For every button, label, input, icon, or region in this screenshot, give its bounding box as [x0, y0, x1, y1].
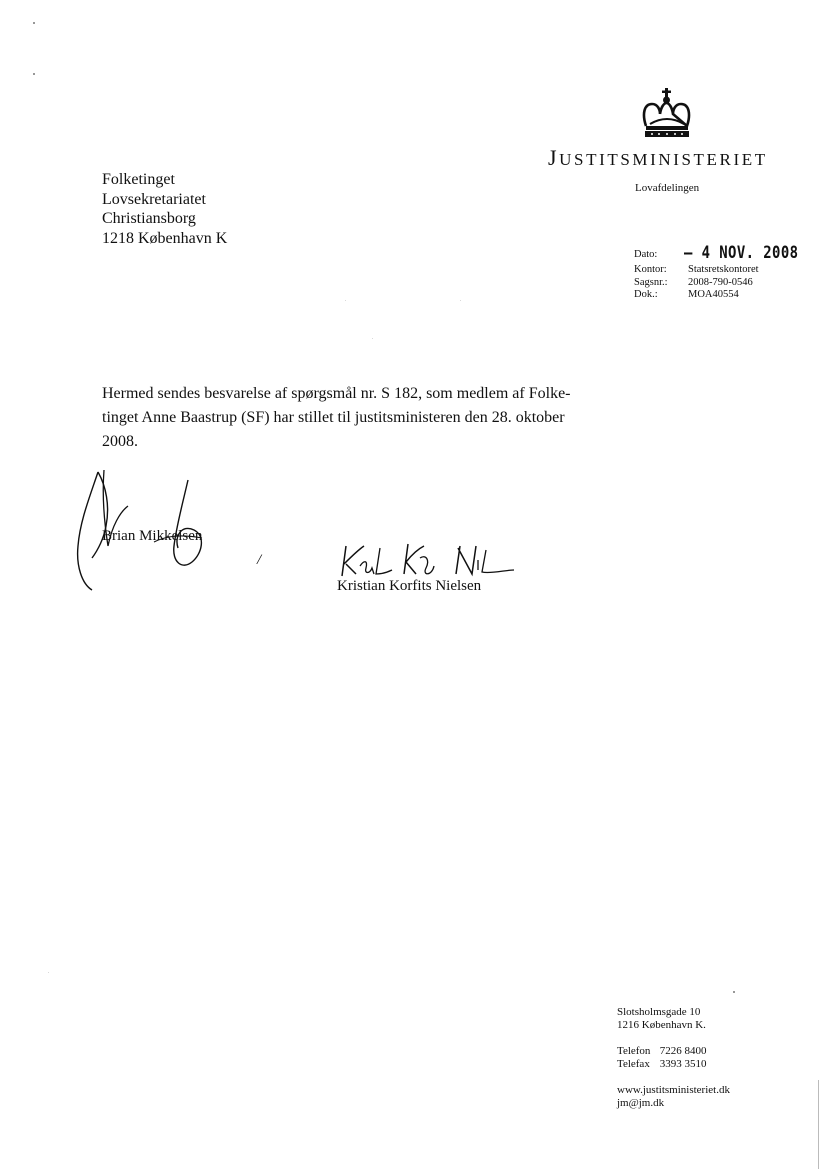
- scan-speck: [33, 73, 35, 75]
- document-id-label: Dok.:: [634, 289, 658, 300]
- scan-speck: [345, 300, 346, 301]
- signer-1-name: Brian Mikkelsen: [102, 528, 203, 544]
- signer-2-name: Kristian Korfits Nielsen: [337, 578, 482, 594]
- office-value: Statsretskontoret: [688, 264, 759, 275]
- letter-body-line: 2008.: [102, 433, 138, 450]
- scan-speck: [33, 22, 35, 24]
- street-address: Slotsholmsgade 10: [617, 1006, 701, 1018]
- scan-speck: [48, 972, 49, 973]
- telephone-number: 7226 8400: [659, 1045, 707, 1057]
- case-number-value: 2008-790-0546: [688, 276, 753, 288]
- royal-crown-icon: [640, 88, 694, 138]
- ministry-name: [548, 145, 768, 171]
- scan-speck: [460, 300, 461, 301]
- meta-doc-row: [634, 289, 824, 302]
- document-metadata: [634, 245, 824, 302]
- telephone-row: [617, 1045, 730, 1058]
- telefax-number: 3393 3510: [659, 1058, 707, 1070]
- meta-office-row: [634, 264, 824, 277]
- recipient-line: Christiansborg: [102, 210, 196, 227]
- letter-body: [102, 382, 602, 454]
- date-label: Dato:: [634, 249, 658, 260]
- ministry-name-rest: USTITSMINISTERIET: [559, 150, 768, 169]
- date-stamp: – 4 NOV. 2008: [684, 243, 799, 263]
- meta-case-row: [634, 277, 824, 290]
- website: www.justitsministeriet.dk: [617, 1084, 730, 1096]
- signature-separator: /: [257, 552, 262, 568]
- case-number-label: Sagsnr.:: [634, 276, 668, 288]
- telefax-row: [617, 1058, 730, 1071]
- letter-body-line: tinget Anne Baastrup (SF) har stillet til justitsministeren den 28. oktober: [102, 409, 565, 426]
- document-id-value: MOA40554: [688, 289, 739, 300]
- office-label: Kontor:: [634, 264, 667, 275]
- department-name: Lovafdelingen: [635, 182, 700, 194]
- meta-date-row: [634, 245, 824, 264]
- scan-edge-line: [818, 1080, 819, 1169]
- telefax-label: Telefax: [617, 1058, 650, 1070]
- recipient-address: [102, 170, 227, 248]
- scan-speck: [372, 338, 373, 339]
- scan-speck: [733, 991, 735, 993]
- ministry-contact-footer: [617, 1006, 730, 1110]
- recipient-line: Lovsekretariatet: [102, 190, 206, 208]
- recipient-line: 1218 København K: [102, 229, 228, 247]
- telephone-label: Telefon: [617, 1045, 651, 1057]
- postal-address: 1216 København K.: [617, 1019, 706, 1031]
- email-address: jm@jm.dk: [617, 1097, 665, 1109]
- ministry-name-initial: J: [548, 145, 560, 170]
- recipient-line: Folketinget: [102, 171, 175, 188]
- letter-body-line: Hermed sendes besvarelse af spørgsmål nr. S 182, som medlem af Folke-: [102, 385, 571, 402]
